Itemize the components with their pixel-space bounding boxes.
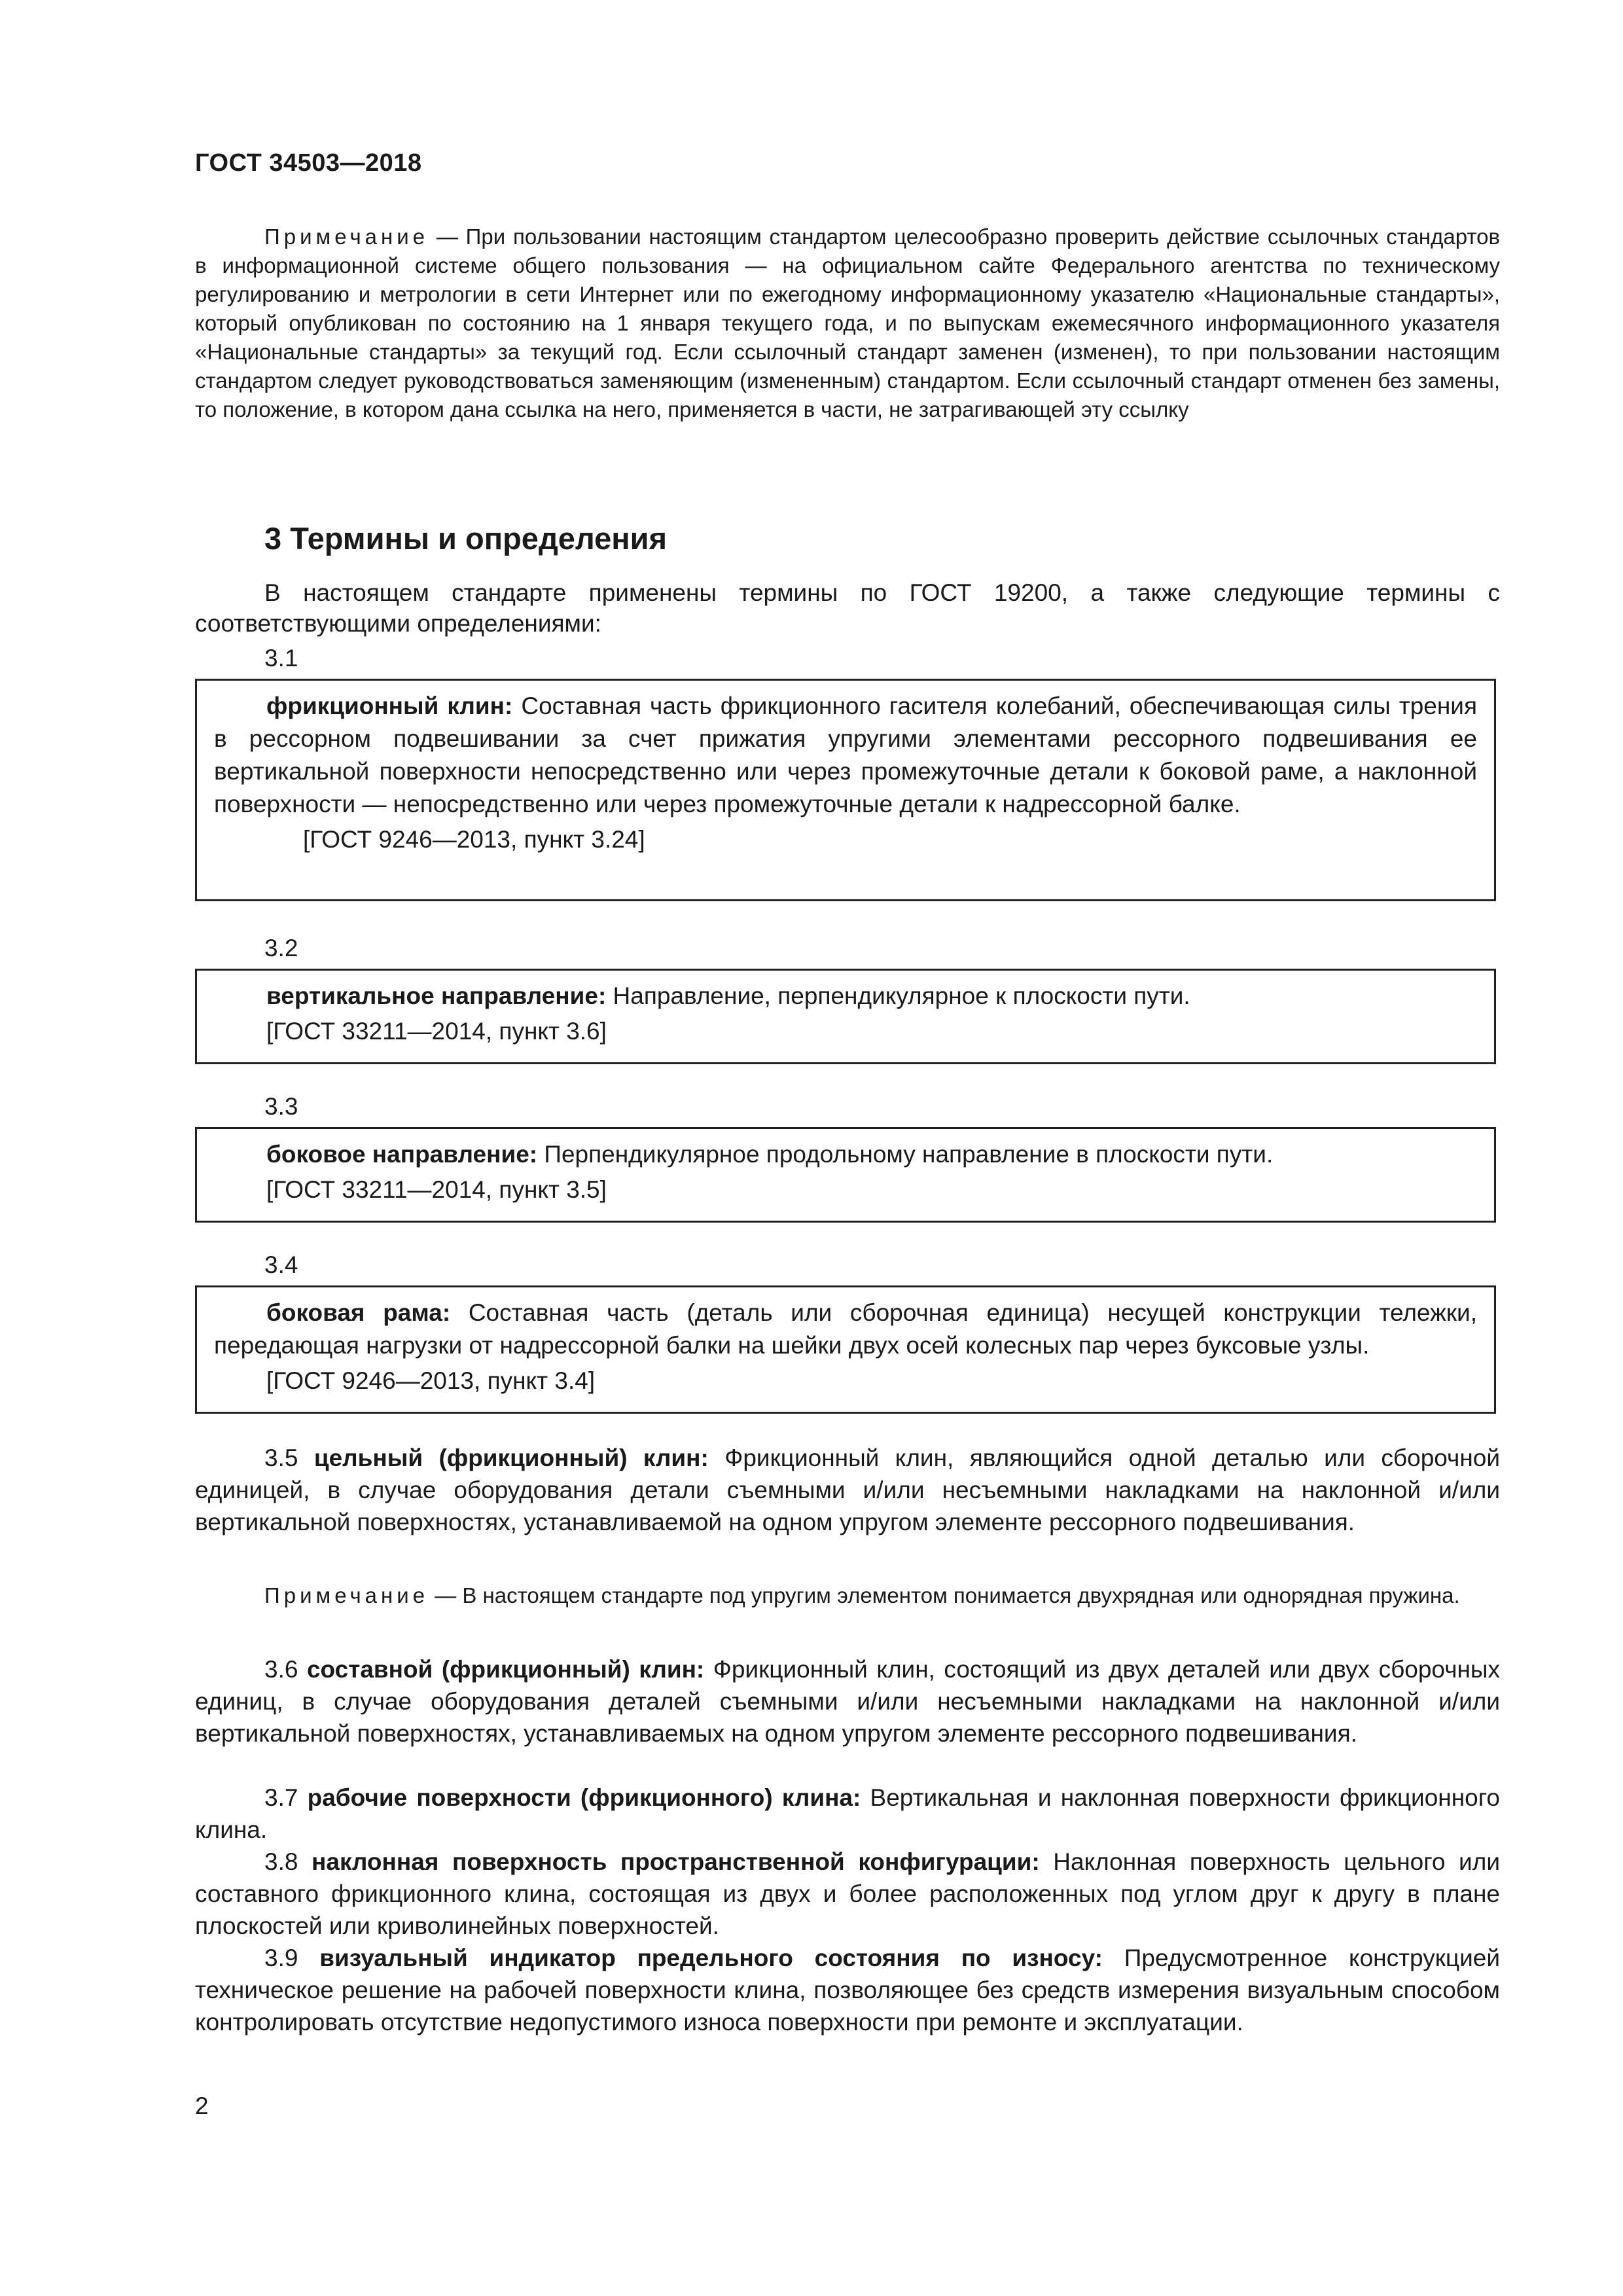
term-name: составной (фрикционный) клин: (306, 1656, 705, 1683)
term-text: Направление, перпендикулярное к плоскости пути. (606, 982, 1190, 1009)
term-name: наклонная поверхность пространственной конфигурации: (312, 1848, 1040, 1875)
term-3-9 (195, 1942, 1500, 2038)
note-referenced-standards (195, 223, 1500, 424)
term-definition (214, 1297, 1477, 1362)
term-text: Наклонная поверхность цельного или составного фрикционного клина, состоящая из двух и более расположенных под углом друг к другу в плане плоскостей или криволинейных поверхностей. (195, 1848, 1500, 1939)
term-name: фрикционный клин: (266, 692, 513, 719)
term-number: 3.7 (264, 1784, 308, 1811)
term-number: 3.3 (264, 1093, 298, 1120)
note-label: Примечание (264, 224, 429, 249)
term-number: 3.4 (264, 1251, 298, 1278)
term-name: боковая рама: (266, 1299, 451, 1326)
term-name: визуальный индикатор предельного состояния по износу: (319, 1945, 1103, 1971)
term-number: 3.1 (264, 645, 298, 672)
term-text: Предусмотренное конструкцией техническое решение на рабочей поверхности клина, позволяющее без средств измерения визуальным способом контролировать отсутствие недопустимого износа поверхности при ремонте и эксплуатации. (195, 1945, 1500, 2036)
term-definition (214, 980, 1477, 1013)
term-text: Фрикционный клин, состоящий из двух деталей или двух сборочных единиц, в случае оборудования деталей съемными и/или несъемными накладками на наклонной и/или вертикальной поверхностях, устанавливаемых на одном упругом элементе рессорного подвешивания. (195, 1656, 1500, 1747)
term-text: Фрикционный клин, являющийся одной деталью или сборочной единицей, в случае оборудования детали съемными и/или несъемными накладками на наклонной и/или вертикальной поверхностях, устанавливаемой на одном упругом элементе рессорного подвешивания. (195, 1444, 1501, 1535)
term-source: [ГОСТ 33211—2014, пункт 3.5] (266, 1176, 607, 1203)
term-name: боковое направление: (266, 1141, 538, 1168)
term-name: вертикальное направление: (266, 982, 607, 1009)
term-3-7 (195, 1782, 1500, 1846)
term-3-5 (195, 1442, 1500, 1538)
section-intro: В настоящем стандарте применены термины по ГОСТ 19200, а также следующие термины с соответствующими определениями: (195, 579, 1500, 637)
term-text: Вертикальная и наклонная поверхности фрикционного клина. (195, 1784, 1501, 1843)
section-title: 3 Термины и определения (264, 521, 667, 556)
term-text: Перпендикулярное продольному направление в плоскости пути. (537, 1141, 1274, 1168)
note-elastic-element (195, 1581, 1500, 1610)
term-number: 3.8 (264, 1848, 312, 1875)
note-text: — В настоящем стандарте под упругим элементом понимается двухрядная или однорядная пружина. (429, 1583, 1460, 1607)
term-name: рабочие поверхности (фрикционного) клина: (307, 1784, 861, 1811)
term-3-8 (195, 1846, 1500, 1942)
term-number: 3.6 (264, 1656, 307, 1683)
term-name: цельный (фрикционный) клин: (313, 1444, 709, 1471)
term-source: [ГОСТ 9246—2013, пункт 3.24] (303, 826, 645, 853)
term-box-3-3 (195, 1127, 1496, 1223)
term-number: 3.9 (264, 1945, 320, 1971)
note-label: Примечание (264, 1583, 429, 1607)
term-3-6 (195, 1653, 1500, 1749)
note-text: — При пользовании настоящим стандартом целесообразно проверить действие ссылочных стандартов в информационной системе общего пользования — на официальном сайте Федерального агентства по техническому регулированию и метрологии в сети Интернет или по ежегодному информационному указателю «Национальные стандарты», который опубликован по состоянию на 1 января текущего года, и по выпускам ежемесячного информационного указателя «Национальные стандарты» за текущий год. Если ссылочный стандарт заменен (изменен), то при пользовании настоящим стандартом следует руководствоваться заменяющим (измененным) стандартом. Если ссылочный стандарт отменен без замены, то положение, в котором дана ссылка на него, применяется в части, не затрагивающей эту ссылку (195, 224, 1500, 422)
term-text: Составная часть (деталь или сборочная единица) несущей конструкции тележки, передающая нагрузки от надрессорной балки на шейки двух осей колесных пар через буксовые узлы. (214, 1299, 1477, 1359)
term-box-3-2 (195, 969, 1496, 1064)
term-number: 3.2 (264, 935, 298, 961)
term-source: [ГОСТ 9246—2013, пункт 3.4] (266, 1367, 596, 1394)
term-source: [ГОСТ 33211—2014, пункт 3.6] (266, 1018, 607, 1045)
term-text: Составная часть фрикционного гасителя колебаний, обеспечивающая силы трения в рессорном подвешивании за счет прижатия упругими элементами рессорного подвешивания ее вертикальной поверхности непосредственно или через промежуточные детали к боковой раме, а наклонной поверхности — непосредственно или через промежуточные детали к надрессорной балке. (214, 692, 1478, 817)
page-number: 2 (195, 2092, 209, 2119)
term-definition (214, 1138, 1477, 1171)
term-number: 3.5 (264, 1444, 314, 1471)
standard-header: ГОСТ 34503—2018 (195, 149, 422, 177)
term-box-3-1 (195, 679, 1496, 901)
term-definition (214, 690, 1477, 821)
term-box-3-4 (195, 1285, 1496, 1414)
